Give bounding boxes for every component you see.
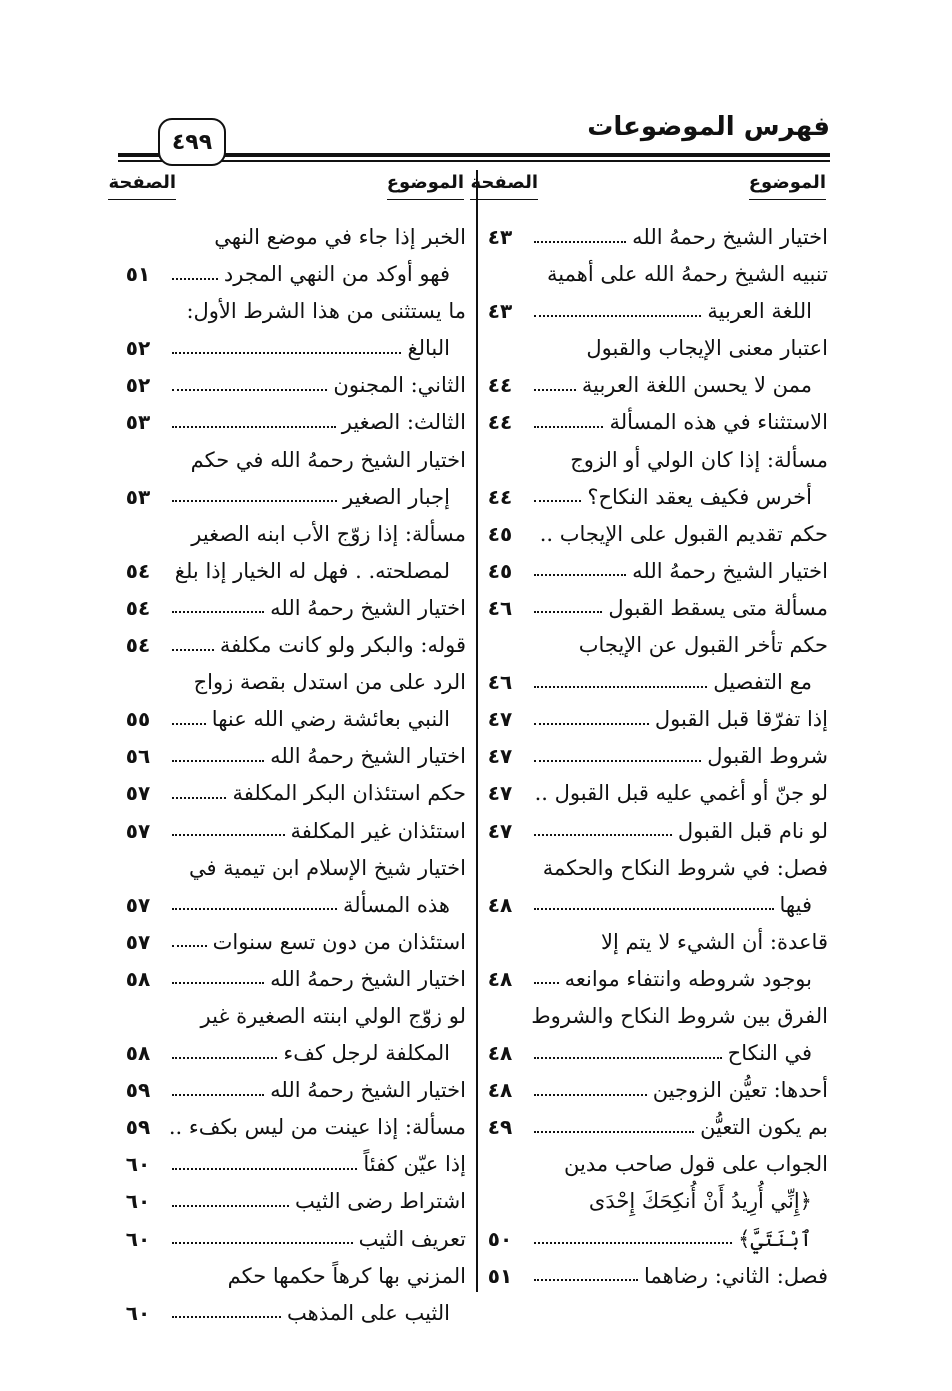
toc-page-number: ٥٣: [125, 484, 151, 509]
toc-entry-text: [579, 627, 828, 664]
toc-entry-line: [478, 1109, 828, 1146]
toc-entry-title: قاعدة: أن الشيء لا يتم إلا: [601, 929, 828, 954]
leader-dots: [172, 826, 285, 836]
toc-page-number: ٤٦: [487, 670, 513, 695]
toc-entry-text: [166, 701, 450, 738]
toc-entry-line: [116, 479, 466, 516]
toc-entry-line: [478, 664, 828, 701]
toc-entry-line: [116, 1035, 466, 1072]
toc-entry-title: فصل: في شروط النكاح والحكمة: [542, 855, 828, 880]
toc-entry-text: [589, 1183, 812, 1220]
toc-entry-line: [116, 293, 466, 330]
toc-entry-title: اعتبار معنى الإيجاب والقبول: [586, 336, 828, 361]
leader-dots: [172, 1197, 289, 1207]
left-topic-header: الموضوع: [387, 172, 464, 206]
toc-entry-text: [166, 330, 450, 367]
toc-entry-title: لو زوّج الولي ابنته الصغيرة غير: [200, 1003, 466, 1028]
toc-entry-title: اختيار الشيخ رحمهُ الله: [270, 1078, 466, 1103]
toc-entry-line: [478, 738, 828, 775]
toc-entry-line: [478, 219, 828, 256]
toc-entry-text: [166, 479, 450, 516]
toc-entry-text: [166, 1295, 450, 1332]
toc-entry-title: اختيار الشيخ رحمهُ الله: [270, 966, 466, 991]
toc-entry-text: [166, 627, 466, 664]
toc-entry-title: اختيار شيخ الإسلام ابن تيمية في: [189, 855, 466, 880]
leader-dots: [534, 1086, 647, 1096]
toc-entry-line: [116, 887, 466, 924]
toc-entry-title: حكم استئذان البكر المكلفة: [232, 781, 466, 806]
toc-entry-title: ما يستثنى من هذا الشرط الأول:: [186, 299, 466, 324]
toc-entry-line: [478, 627, 828, 664]
toc-entry-line: [116, 961, 466, 998]
toc-entry-title: إذا تفرّقا قبل القبول: [654, 707, 828, 732]
toc-page-number: ٥١: [487, 1263, 513, 1288]
toc-entry-text: [601, 924, 828, 961]
toc-entry-text: [528, 813, 828, 850]
toc-entry-text: [528, 1109, 828, 1146]
toc-entry-text: [166, 775, 466, 812]
toc-entry-text: [194, 664, 466, 701]
toc-page-number: ٤٧: [487, 818, 513, 843]
toc-page-number: ٤٧: [487, 744, 513, 769]
toc-entry-title: أحدها: تعيُّن الزوجين: [652, 1078, 828, 1103]
toc-entry-title: المزني بها كرهاً حكمها حكم: [227, 1263, 466, 1288]
leader-dots: [534, 307, 701, 317]
toc-entry-line: [478, 1072, 828, 1109]
leader-dots: [172, 381, 327, 391]
toc-entry-line: [116, 664, 466, 701]
toc-entry-text: [201, 998, 466, 1035]
toc-entry-title: فيها: [779, 892, 812, 917]
toc-page-number: ٦٠: [125, 1226, 151, 1251]
toc-entry-text: [528, 479, 812, 516]
toc-entry-text: [528, 516, 828, 553]
toc-entry-text: [191, 516, 466, 553]
page-number-badge: ٤٩٩: [158, 118, 226, 166]
toc-page-number: ٥٢: [125, 373, 151, 398]
toc-entry-title: اختيار الشيخ رحمهُ الله في حكم: [190, 447, 466, 472]
leader-dots: [534, 381, 576, 391]
toc-entry-line: [116, 998, 466, 1035]
right-topic-header: الموضوع: [749, 172, 826, 206]
toc-entry-title: الرد على من استدل بقصة زواج: [193, 670, 466, 695]
toc-entry-text: [528, 367, 812, 404]
toc-entry-line: [116, 590, 466, 627]
toc-entry-line: [116, 775, 466, 812]
header-rule-thin: [118, 160, 830, 162]
leader-dots: [172, 1234, 353, 1244]
toc-entry-line: [116, 404, 466, 441]
toc-entry-title: مسألة: إذا عينت من ليس بكفء ..: [168, 1115, 466, 1140]
toc-page-number: ٥١: [125, 262, 151, 287]
toc-entry-line: [478, 961, 828, 998]
leader-dots: [534, 1049, 722, 1059]
leader-dots: [172, 492, 337, 502]
toc-page-number: ٥٧: [125, 929, 151, 954]
toc-entry-title: مسألة متى يسقط القبول: [608, 595, 828, 620]
toc-entry-title: لمصلحته. . فهل له الخيار إذا بلغ: [174, 558, 450, 583]
toc-entry-title: اختيار الشيخ رحمهُ الله: [270, 744, 466, 769]
toc-entry-text: [166, 404, 466, 441]
toc-entry-line: [478, 404, 828, 441]
toc-entry-line: [116, 1146, 466, 1183]
toc-entry-text: [528, 293, 812, 330]
toc-entry-text: [528, 219, 828, 256]
toc-entry-line: [478, 887, 828, 924]
toc-entry-line: [478, 775, 828, 812]
toc-entry-text: [528, 701, 828, 738]
toc-page-number: ٤٨: [487, 1078, 513, 1103]
toc-entry-text: [166, 738, 466, 775]
toc-page-number: ٥٠: [487, 1226, 513, 1251]
toc-entry-title: فصل: الثاني: رضاهما: [644, 1263, 828, 1288]
leader-dots: [534, 715, 649, 725]
toc-entry-text: [166, 961, 466, 998]
leader-dots: [172, 752, 264, 762]
toc-entry-title: الاستثناء في هذه المسألة: [609, 410, 828, 435]
toc-page-number: ٤٥: [487, 521, 513, 546]
toc-entry-title: لو جنّ أو أغمي عليه قبل القبول ..: [534, 781, 828, 806]
leader-dots: [534, 566, 626, 576]
toc-entry-line: [478, 367, 828, 404]
running-title: فهرس الموضوعات: [587, 112, 830, 142]
toc-entry-line: [116, 219, 466, 256]
toc-entry-title: أخرس فكيف يعقد النكاح؟: [587, 484, 812, 509]
toc-entry-line: [478, 479, 828, 516]
toc-entry-text: [166, 1072, 466, 1109]
toc-page-number: ٤٦: [487, 595, 513, 620]
leader-dots: [172, 1049, 277, 1059]
toc-entry-text: [547, 256, 828, 293]
toc-entry-text: [166, 1146, 466, 1183]
toc-entry-line: [116, 442, 466, 479]
toc-page-number: ٦٠: [125, 1152, 151, 1177]
toc-entry-line: [116, 1072, 466, 1109]
leader-dots: [534, 603, 602, 613]
toc-entry-title: الجواب على قول صاحب مدين: [563, 1152, 828, 1177]
toc-entry-text: [528, 887, 812, 924]
toc-page-number: ٦٠: [125, 1300, 151, 1325]
toc-entry-line: [116, 701, 466, 738]
toc-entry-line: [478, 701, 828, 738]
toc-page-number: ٤٨: [487, 1041, 513, 1066]
toc-entry-line: [116, 256, 466, 293]
toc-entry-text: [528, 775, 828, 812]
toc-entry-text: [214, 219, 466, 256]
toc-entry-text: [528, 738, 828, 775]
toc-page-number: ٤٤: [487, 410, 513, 435]
toc-entry-line: [116, 516, 466, 553]
toc-entry-text: [166, 590, 466, 627]
toc-page-number: ٥٤: [125, 595, 151, 620]
toc-entry-text: [528, 590, 828, 627]
toc-entry-title: اللغة العربية: [707, 299, 812, 324]
toc-entry-line: [116, 738, 466, 775]
toc-entry-text: [528, 1072, 828, 1109]
toc-entry-text: [166, 1183, 466, 1220]
toc-entry-title: اختيار الشيخ رحمهُ الله: [632, 225, 828, 249]
toc-entry-text: [543, 850, 828, 887]
toc-entry-title: ﴿إِنِّي أُرِيدُ أَنْ أُنكِحَكَ إِحْدَى: [588, 1189, 812, 1214]
toc-entry-line: [478, 256, 828, 293]
leader-dots: [534, 1123, 694, 1133]
toc-page-number: ٦٠: [125, 1189, 151, 1214]
toc-page-number: ٥٣: [125, 410, 151, 435]
toc-entry-text: [186, 293, 466, 330]
leader-dots: [172, 1160, 357, 1170]
toc-page-number: ٥٧: [125, 781, 151, 806]
toc-page-number: ٤٧: [487, 781, 513, 806]
toc-left-column: [116, 219, 466, 1332]
toc-page-number: ٤٤: [487, 484, 513, 509]
toc-entry-title: الخبر إذا جاء في موضع النهي: [214, 225, 466, 249]
toc-page-number: ٤٧: [487, 707, 513, 732]
leader-dots: [172, 270, 218, 280]
toc-page-number: ٥٩: [125, 1078, 151, 1103]
toc-entry-title: بوجود شروطه وانتفاء موانعه: [564, 966, 812, 991]
toc-entry-text: [166, 553, 450, 590]
toc-page-number: ٤٣: [487, 225, 513, 249]
toc-page-number: ٤٤: [487, 373, 513, 398]
toc-entry-line: [116, 1258, 466, 1295]
toc-entry-title: لو نام قبل القبول: [677, 818, 828, 843]
toc-entry-title: استئذان غير المكلفة: [290, 818, 466, 843]
leader-dots: [534, 678, 707, 688]
toc-entry-text: [166, 924, 466, 961]
toc-entry-line: [478, 1258, 828, 1295]
leader-dots: [172, 418, 336, 428]
toc-entry-text: [191, 442, 466, 479]
leader-dots: [172, 715, 206, 725]
toc-entry-text: [166, 256, 450, 293]
toc-page-number: ٥٢: [125, 336, 151, 361]
leader-dots: [172, 1086, 264, 1096]
toc-entry-title: مع التفصيل: [713, 670, 812, 695]
toc-entry-title: حكم تأخر القبول عن الإيجاب: [578, 633, 828, 658]
left-page-header: الصفحة: [108, 172, 176, 206]
toc-entry-line: [478, 998, 828, 1035]
toc-entry-title: مسألة: إذا كان الولي أو الزوج: [570, 447, 828, 472]
toc-page-number: ٤٥: [487, 558, 513, 583]
toc-entry-title: اشتراط رضى الثيب: [295, 1189, 466, 1214]
page-header: [118, 110, 830, 166]
toc-entry-line: [478, 1146, 828, 1183]
toc-entry-line: [478, 1221, 828, 1258]
toc-entry-title: بم يكون التعيُّن: [700, 1115, 828, 1140]
leader-dots: [534, 974, 559, 984]
toc-entry-title: شروط القبول: [707, 744, 828, 769]
toc-page-number: ٥٤: [125, 633, 151, 658]
toc-entry-text: [528, 1221, 812, 1258]
toc-entry-title: فهو أوكد من النهي المجرد: [223, 262, 450, 287]
toc-entry-title: استئذان من دون تسع سنوات: [212, 929, 466, 954]
leader-dots: [172, 789, 226, 799]
leader-dots: [172, 937, 207, 947]
leader-dots: [172, 603, 264, 613]
toc-entry-text: [228, 1258, 466, 1295]
toc-right-column: [478, 219, 828, 1295]
toc-entry-text: [166, 1221, 466, 1258]
toc-entry-title: اختيار الشيخ رحمهُ الله: [632, 558, 828, 583]
toc-entry-line: [116, 330, 466, 367]
leader-dots: [534, 752, 701, 762]
leader-dots: [534, 1234, 732, 1244]
toc-entry-text: [166, 1035, 450, 1072]
toc-entry-line: [478, 516, 828, 553]
toc-page-number: ٤٩: [487, 1115, 513, 1140]
toc-entry-line: [116, 924, 466, 961]
toc-entry-title: الثالث: الصغير: [341, 410, 466, 435]
toc-page-number: ٥٧: [125, 892, 151, 917]
toc-entry-title: المكلفة لرجل كفء: [283, 1041, 450, 1066]
toc-entry-title: في النكاح: [727, 1041, 812, 1066]
toc-page-number: ٥٨: [125, 1041, 151, 1066]
toc-entry-line: [478, 850, 828, 887]
toc-entry-line: [478, 813, 828, 850]
toc-page-number: ٥٧: [125, 818, 151, 843]
toc-entry-title: تعريف الثيب: [358, 1226, 466, 1251]
toc-entry-text: [166, 887, 450, 924]
toc-entry-line: [478, 590, 828, 627]
toc-entry-text: [528, 1035, 812, 1072]
toc-entry-line: [116, 1183, 466, 1220]
toc-entry-text: [166, 1109, 466, 1146]
toc-entry-title: الفرق بين شروط النكاح والشروط: [531, 1003, 828, 1028]
toc-page-number: ٥٩: [125, 1115, 151, 1140]
leader-dots: [172, 900, 337, 910]
toc-entry-line: [116, 1221, 466, 1258]
toc-entry-text: [586, 330, 828, 367]
toc-entry-title: البالغ: [407, 336, 450, 361]
toc-entry-title: مسألة: إذا زوّج الأب ابنه الصغير: [191, 521, 466, 546]
leader-dots: [534, 233, 626, 243]
toc-entry-line: [478, 1035, 828, 1072]
toc-page-number: ٥٦: [125, 744, 151, 769]
leader-dots: [534, 492, 581, 502]
toc-entry-line: [478, 293, 828, 330]
leader-dots: [172, 1308, 281, 1318]
toc-entry-line: [116, 627, 466, 664]
leader-dots: [534, 1271, 638, 1281]
leader-dots: [534, 418, 603, 428]
right-page-header: الصفحة: [470, 172, 538, 206]
toc-entry-line: [478, 553, 828, 590]
toc-entry-text: [166, 367, 466, 404]
toc-entry-title: حكم تقديم القبول على الإيجاب ..: [539, 521, 828, 546]
leader-dots: [534, 826, 672, 836]
toc-entry-text: [564, 1146, 828, 1183]
leader-dots: [534, 900, 774, 910]
toc-entry-title: الثيب على المذهب: [287, 1300, 450, 1325]
toc-entry-line: [478, 330, 828, 367]
toc-entry-title: النبي بعائشة رضي الله عنها: [211, 707, 450, 732]
toc-entry-title: قوله: والبكر ولو كانت مكلفة: [219, 633, 466, 658]
toc-page-number: ٥٥: [125, 707, 151, 732]
leader-dots: [172, 974, 264, 984]
toc-entry-line: [116, 553, 466, 590]
toc-entry-title: ٱبْنَتَيَّ﴾: [738, 1226, 812, 1251]
toc-entry-text: [531, 998, 828, 1035]
toc-entry-line: [478, 442, 828, 479]
toc-entry-text: [528, 553, 828, 590]
toc-entry-line: [116, 1295, 466, 1332]
toc-page-number: ٥٨: [125, 966, 151, 991]
toc-page-number: ٤٨: [487, 966, 513, 991]
toc-entry-line: [116, 1109, 466, 1146]
toc-entry-text: [528, 1258, 828, 1295]
toc-entry-text: [528, 664, 812, 701]
toc-page-number: ٥٤: [125, 558, 151, 583]
toc-entry-title: إذا عيّن كفئاً: [363, 1152, 466, 1177]
toc-entry-line: [478, 1183, 828, 1220]
toc-page-number: ٤٨: [487, 892, 513, 917]
toc-entry-text: [189, 850, 466, 887]
leader-dots: [172, 641, 214, 651]
toc-entry-line: [116, 850, 466, 887]
toc-entry-title: اختيار الشيخ رحمهُ الله: [270, 595, 466, 620]
toc-entry-title: إجبار الصغير: [343, 484, 450, 509]
toc-entry-line: [116, 813, 466, 850]
toc-entry-text: [166, 813, 466, 850]
toc-page-number: ٤٣: [487, 299, 513, 324]
toc-entry-title: الثاني: المجنون: [333, 373, 466, 398]
toc-entry-text: [528, 404, 828, 441]
toc-entry-title: تنبيه الشيخ رحمهُ الله على أهمية: [547, 262, 828, 287]
leader-dots: [172, 344, 401, 354]
toc-entry-title: ممن لا يحسن اللغة العربية: [581, 373, 812, 398]
toc-entry-title: هذه المسألة: [343, 892, 450, 917]
toc-entry-line: [478, 924, 828, 961]
toc-entry-text: [528, 961, 812, 998]
toc-entry-line: [116, 367, 466, 404]
toc-entry-text: [570, 442, 828, 479]
